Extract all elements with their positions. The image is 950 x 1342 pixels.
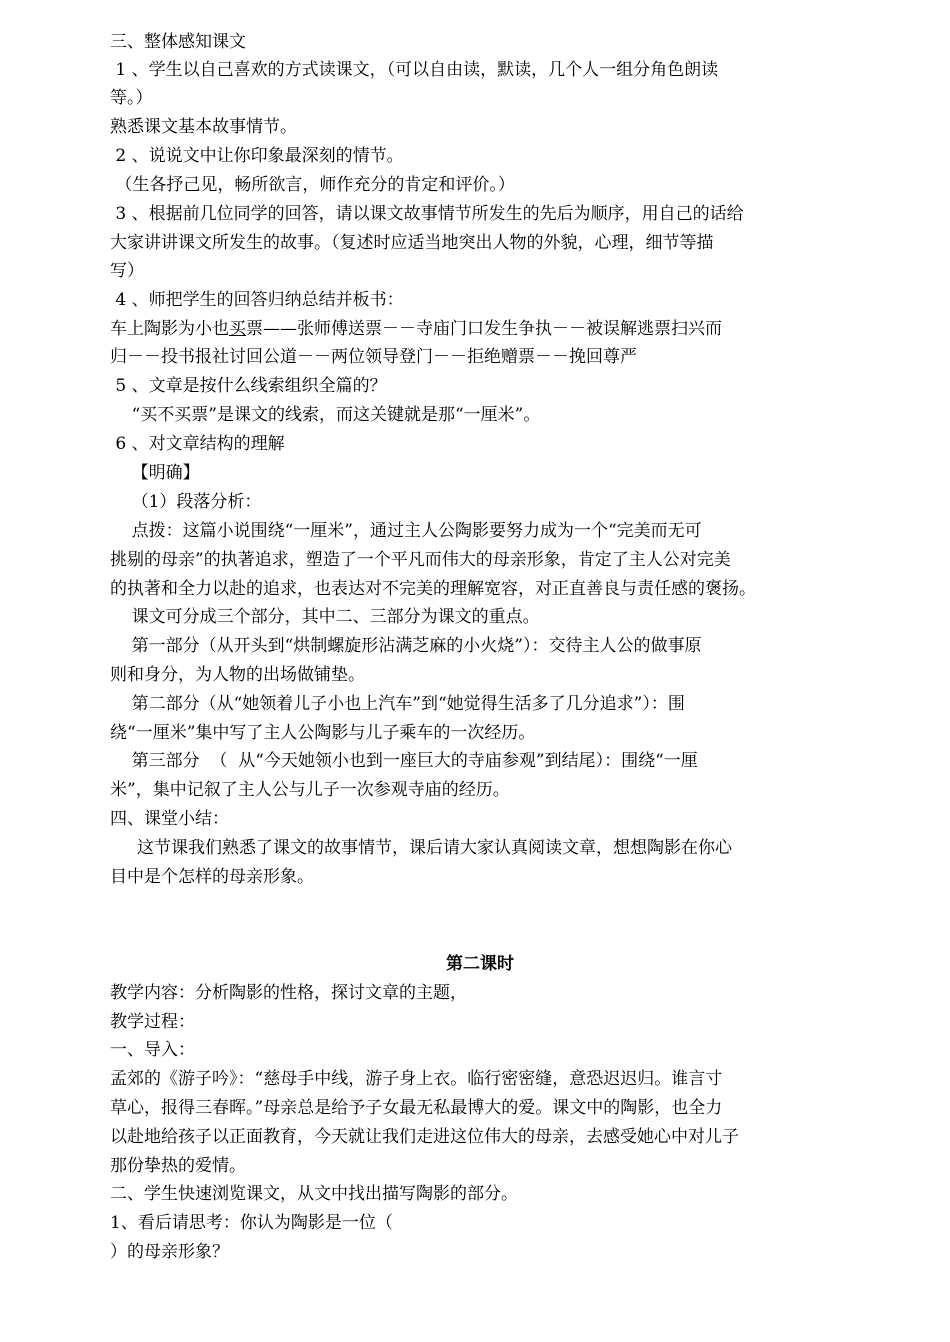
part-2-line-2: 绕“一厘米”集中写了主人公陶影与儿子乘车的一次经历。 [110, 723, 536, 743]
board-summary-line-1 [110, 315, 850, 343]
part-3-line-2: 米”，集中记叙了主人公与儿子一次参观寺庙的经历。 [110, 780, 510, 800]
question-5-answer: “买不买票”是课文的线索，而这关键就是那“一厘米”。 [110, 405, 541, 425]
part-3-line-1: 第三部分 （ 从“今天她领小也到一座巨大的寺庙参观”到结尾）：围绕“一厘 [110, 751, 698, 771]
question-2: 2 、说说文中让你印象最深刻的情节。 [110, 146, 404, 166]
intro-heading: 一、导入： [110, 1040, 195, 1060]
question-6: 6 、对文章结构的理解 [110, 434, 285, 454]
board-rest: 票——张师傅送票－－寺庙门口发生争执－－被误解逃票扫兴而 [246, 319, 722, 339]
question-3-line-3: 写） [110, 261, 144, 281]
question-5: 5 、文章是按什么线索组织全篇的？ [110, 376, 387, 396]
part-2-line-1: 第二部分（从“她领着儿子小也上汽车”到“她觉得生活多了几分追求”）：围 [110, 694, 685, 714]
section-4-heading: 四、课堂小结： [110, 809, 229, 829]
lesson-2-question-1-line-2: ）的母亲形象？ [110, 1242, 229, 1262]
question-1-note: 熟悉课文基本故事情节。 [110, 117, 297, 137]
tip-line-1: 点拨：这篇小说围绕“一厘米”，通过主人公陶影要努力成为一个“完美而无可 [110, 521, 702, 541]
parts-overview: 课文可分成三个部分，其中二、三部分为课文的重点。 [110, 607, 540, 627]
question-3-line-1: 3 、根据前几位同学的回答，请以课文故事情节所发生的先后为顺序，用自己的话给 [110, 204, 744, 224]
question-1-line-2: 等。） [110, 88, 153, 108]
tip-line-2: 挑剔的母亲”的执著追求，塑造了一个平凡而伟大的母亲形象，肯定了主人公对完美 [110, 550, 731, 570]
clarify-label: 【明确】 [110, 463, 200, 483]
question-2-note: （生各抒己见，畅所欲言，师作充分的肯定和评价。） [110, 175, 515, 195]
intro-line-4: 那份挚热的爱情。 [110, 1156, 246, 1176]
question-3-line-2: 大家讲讲课文所发生的故事。（复述时应适当地突出人物的外貌，心理，细节等描 [110, 233, 714, 253]
board-underlined-word: 买 [229, 319, 246, 339]
part-1-line-1: 第一部分（从开头到“烘制螺旋形沾满芝麻的小火烧”）：交待主人公的做事原 [110, 636, 702, 656]
board-prefix: 车上陶影为小也 [110, 319, 229, 339]
question-4: 4 、师把学生的回答归纳总结并板书： [110, 290, 404, 310]
part-1-line-2: 则和身分，为人物的出场做铺垫。 [110, 665, 365, 685]
summary-line-1: 这节课我们熟悉了课文的故事情节，课后请大家认真阅读文章，想想陶影在你心 [110, 838, 733, 858]
lesson-2-content: 教学内容：分析陶影的性格，探讨文章的主题， [110, 983, 467, 1003]
question-1-line-1: 1 、学生以自己喜欢的方式读课文，（可以自由读，默读，几个人一组分角色朗读 [110, 60, 719, 80]
section-3-heading: 三、整体感知课文 [110, 32, 246, 52]
intro-line-3: 以赴地给孩子以正面教育，今天就让我们走进这位伟大的母亲，去感受她心中对儿子 [110, 1127, 739, 1147]
intro-line-1: 孟郊的《游子吟》：“慈母手中线，游子身上衣。临行密密缝，意恐迟迟归。谁言寸 [110, 1069, 723, 1089]
lesson-2-title: 第二课时 [446, 954, 514, 974]
lesson-2-section-2-heading: 二、学生快速浏览课文，从文中找出描写陶影的部分。 [110, 1184, 518, 1204]
summary-line-2: 目中是个怎样的母亲形象。 [110, 867, 314, 887]
board-summary-line-2: 归－－投书报社讨回公道－－两位领导登门－－拒绝赠票－－挽回尊严 [110, 347, 637, 367]
paragraph-analysis-label: （1）段落分析： [110, 492, 262, 512]
intro-line-2: 草心，报得三春晖。”母亲总是给予子女最无私最博大的爱。课文中的陶影，也全力 [110, 1098, 723, 1118]
tip-line-3: 的执著和全力以赴的追求，也表达对不完美的理解宽容，对正直善良与责任感的褒扬。 [110, 579, 756, 599]
lesson-2-process: 教学过程： [110, 1012, 195, 1032]
lesson-2-question-1-line-1: 1、看后请思考：你认为陶影是一位（ [110, 1213, 393, 1233]
